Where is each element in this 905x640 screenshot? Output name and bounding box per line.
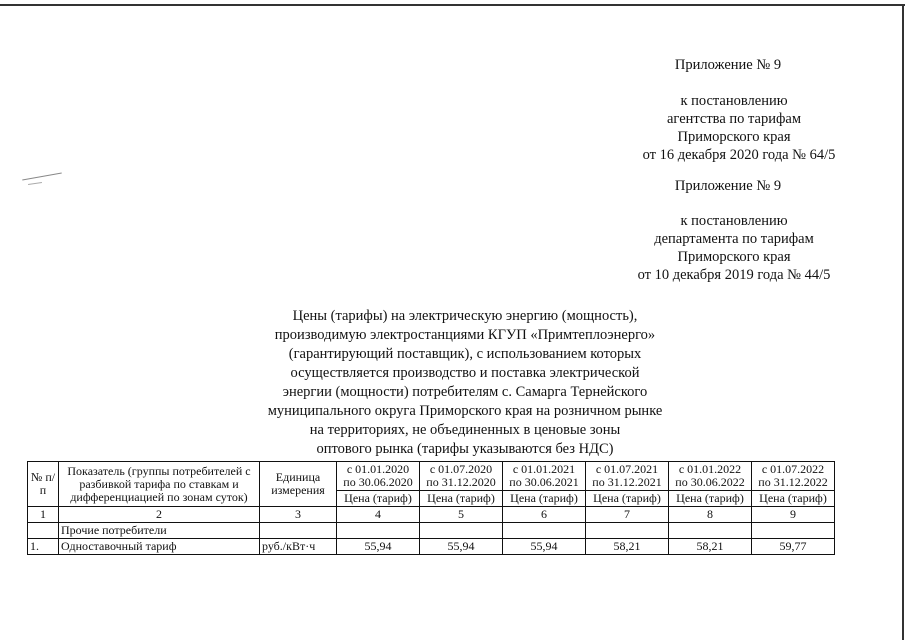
period-to: по 31.12.2020 xyxy=(426,475,496,489)
empty-cell xyxy=(586,523,669,539)
period-to: по 31.12.2022 xyxy=(758,475,828,489)
group-label: Прочие потребители xyxy=(59,523,260,539)
scan-artifact xyxy=(28,182,42,185)
column-number: 2 xyxy=(59,507,260,523)
row-value: 55,94 xyxy=(337,539,420,555)
title-line: энергии (мощности) потребителям с. Самарга Тернейского xyxy=(282,384,648,400)
price-label: Цена (тариф) xyxy=(752,491,835,507)
row-num: 1. xyxy=(28,539,59,555)
row-unit: руб./кВт·ч xyxy=(260,539,337,555)
period-from: с 01.01.2021 xyxy=(512,462,576,476)
price-label: Цена (тариф) xyxy=(420,491,503,507)
row-value: 59,77 xyxy=(752,539,835,555)
column-numbers-row xyxy=(28,507,835,523)
empty-cell xyxy=(752,523,835,539)
appendix-2-reference xyxy=(604,212,864,284)
document-title xyxy=(230,307,700,459)
appendix-2-line: департамента по тарифам xyxy=(654,231,814,247)
row-value: 58,21 xyxy=(669,539,752,555)
header-period xyxy=(586,462,669,491)
column-number: 1 xyxy=(28,507,59,523)
header-unit: Единица измерения xyxy=(260,462,337,507)
header-period xyxy=(420,462,503,491)
appendix-1-line: к постановлению xyxy=(680,93,788,109)
column-number: 5 xyxy=(420,507,503,523)
price-label: Цена (тариф) xyxy=(586,491,669,507)
price-label: Цена (тариф) xyxy=(337,491,420,507)
table-row xyxy=(28,539,835,555)
period-to: по 31.12.2021 xyxy=(592,475,662,489)
empty-cell xyxy=(503,523,586,539)
appendix-1-title: Приложение № 9 xyxy=(674,57,782,73)
header-period xyxy=(337,462,420,491)
appendix-1-reference xyxy=(604,92,864,164)
appendix-2-line: от 10 декабря 2019 года № 44/5 xyxy=(637,267,831,283)
scan-border-top xyxy=(0,4,905,6)
title-line: муниципального округа Приморского края на розничном рынке xyxy=(267,403,663,419)
appendix-2-title: Приложение № 9 xyxy=(674,178,782,194)
title-line: осуществляется производство и поставка электрической xyxy=(290,365,640,381)
row-name: Одноставочный тариф xyxy=(59,539,260,555)
column-number: 8 xyxy=(669,507,752,523)
tariff-table xyxy=(27,461,835,555)
header-indicator: Показатель (группы потребителей с разбивкой тарифа по ставкам и дифференциацией по зонам суток) xyxy=(59,462,260,507)
group-row xyxy=(28,523,835,539)
column-number: 7 xyxy=(586,507,669,523)
period-to: по 30.06.2021 xyxy=(509,475,579,489)
period-from: с 01.07.2020 xyxy=(429,462,493,476)
period-from: с 01.01.2020 xyxy=(346,462,410,476)
title-line: производимую электростанциями КГУП «Примтеплоэнерго» xyxy=(274,327,656,343)
scan-border-right xyxy=(902,4,904,640)
price-label: Цена (тариф) xyxy=(503,491,586,507)
empty-cell xyxy=(260,523,337,539)
period-to: по 30.06.2022 xyxy=(675,475,745,489)
title-line: оптового рынка (тарифы указываются без НДС) xyxy=(316,441,614,457)
appendix-1-line: от 16 декабря 2020 года № 64/5 xyxy=(642,147,836,163)
price-label: Цена (тариф) xyxy=(669,491,752,507)
column-number: 9 xyxy=(752,507,835,523)
appendix-1-line: агентства по тарифам xyxy=(667,111,801,127)
scan-artifact xyxy=(22,173,62,181)
row-value: 58,21 xyxy=(586,539,669,555)
header-period xyxy=(752,462,835,491)
title-line: (гарантирующий поставщик), с использованием которых xyxy=(288,346,642,362)
column-number: 6 xyxy=(503,507,586,523)
group-num-cell xyxy=(28,523,59,539)
header-period xyxy=(669,462,752,491)
period-from: с 01.07.2021 xyxy=(595,462,659,476)
empty-cell xyxy=(669,523,752,539)
period-from: с 01.07.2022 xyxy=(761,462,825,476)
appendix-1-line: Приморского края xyxy=(677,129,791,145)
header-num: № п/п xyxy=(28,462,59,507)
appendix-2-line: к постановлению xyxy=(680,213,788,229)
empty-cell xyxy=(337,523,420,539)
header-period xyxy=(503,462,586,491)
column-number: 4 xyxy=(337,507,420,523)
period-from: с 01.01.2022 xyxy=(678,462,742,476)
period-to: по 30.06.2020 xyxy=(343,475,413,489)
title-line: Цены (тарифы) на электрическую энергию (мощность), xyxy=(292,308,638,324)
appendix-2-line: Приморского края xyxy=(677,249,791,265)
row-value: 55,94 xyxy=(503,539,586,555)
title-line: на территориях, не объединенных в ценовые зоны xyxy=(309,422,621,438)
column-number: 3 xyxy=(260,507,337,523)
table-header-row xyxy=(28,462,835,491)
empty-cell xyxy=(420,523,503,539)
row-value: 55,94 xyxy=(420,539,503,555)
